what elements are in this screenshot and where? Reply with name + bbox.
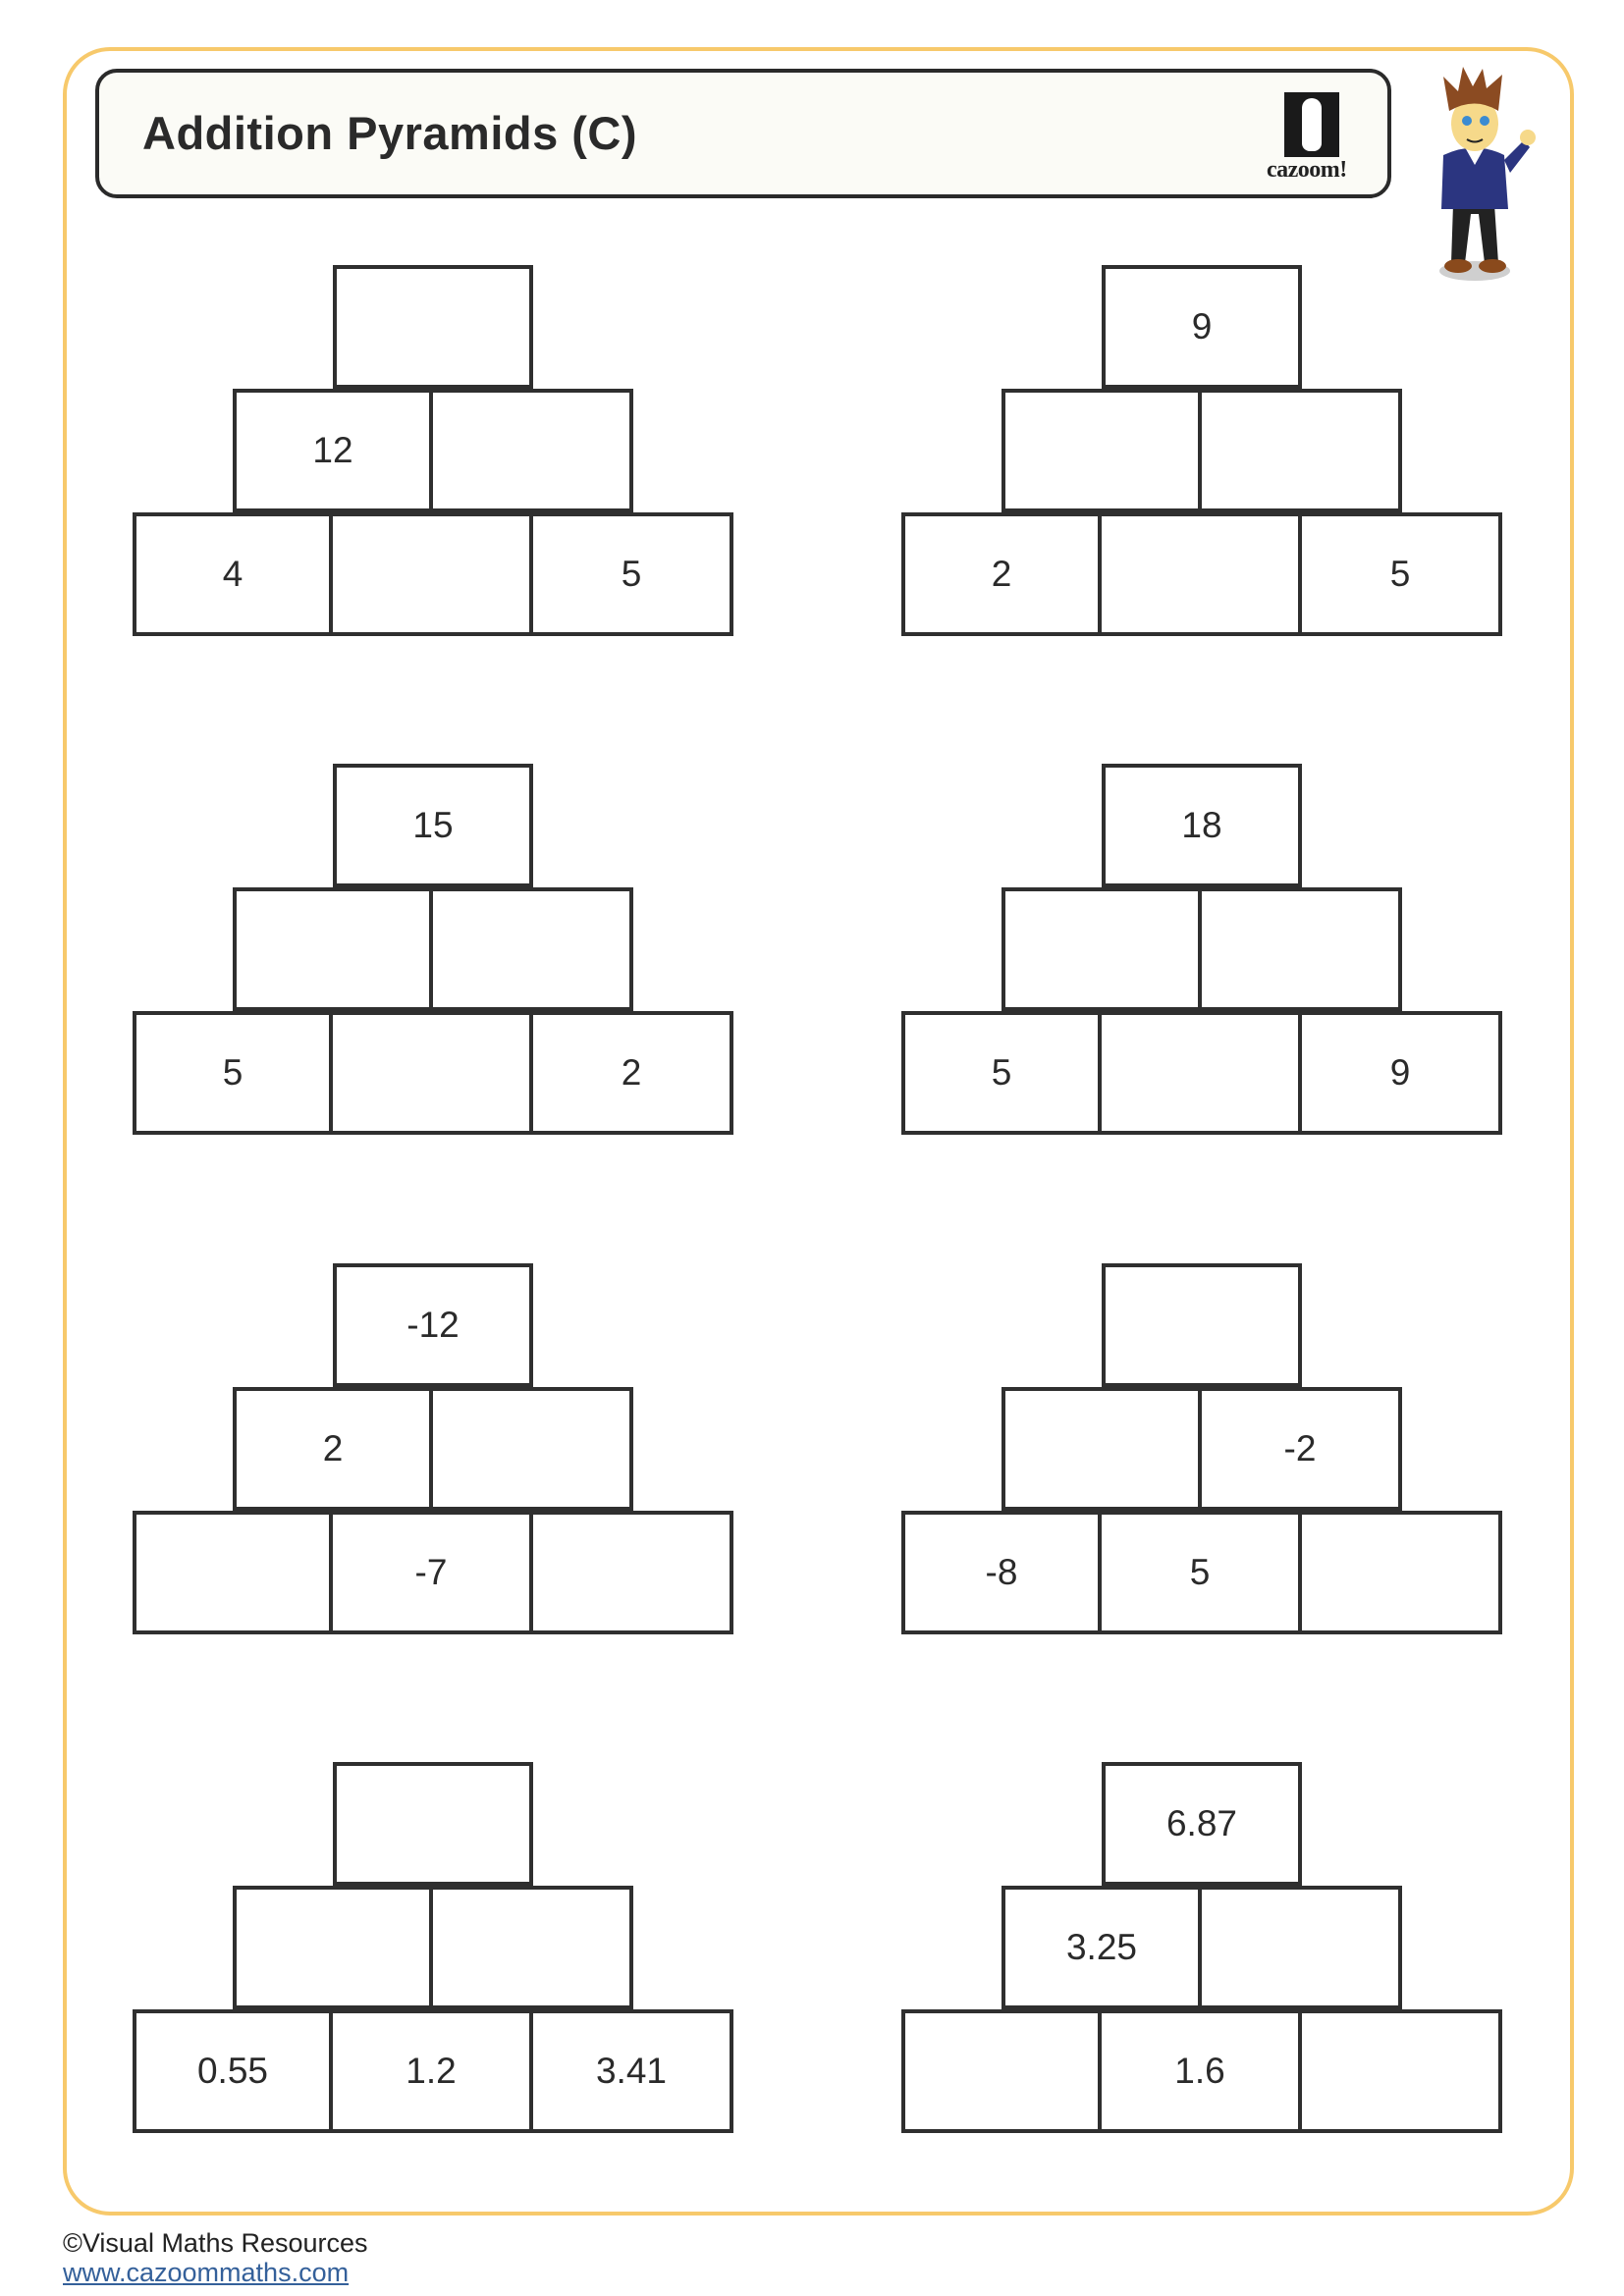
addition-pyramid-3 bbox=[133, 764, 733, 1135]
copyright-text: ©Visual Maths Resources bbox=[63, 2228, 368, 2258]
pyramid-cell-bottom[interactable]: 3.41 bbox=[533, 2009, 733, 2133]
pyramid-cell-top[interactable]: 9 bbox=[1102, 265, 1302, 389]
logo-mark-icon bbox=[1284, 92, 1339, 157]
pyramid-cell-middle[interactable]: -2 bbox=[1202, 1387, 1402, 1511]
pyramid-cell-middle[interactable] bbox=[233, 887, 433, 1011]
footer bbox=[63, 2228, 368, 2287]
pyramid-cell-bottom[interactable]: 9 bbox=[1302, 1011, 1502, 1135]
pyramid-cell-top[interactable]: 6.87 bbox=[1102, 1762, 1302, 1886]
pyramid-cell-bottom[interactable] bbox=[1102, 512, 1302, 636]
pyramid-cell-bottom[interactable]: 4 bbox=[133, 512, 333, 636]
pyramid-cell-top[interactable]: 18 bbox=[1102, 764, 1302, 887]
addition-pyramid-8 bbox=[901, 1762, 1502, 2133]
title-banner bbox=[95, 69, 1391, 198]
addition-pyramid-4 bbox=[901, 764, 1502, 1135]
pyramid-cell-bottom[interactable] bbox=[333, 1011, 533, 1135]
pyramid-cell-bottom[interactable] bbox=[1302, 2009, 1502, 2133]
pyramid-cell-middle[interactable]: 3.25 bbox=[1001, 1886, 1202, 2009]
pyramid-cell-middle[interactable] bbox=[1202, 887, 1402, 1011]
pyramid-cell-middle[interactable] bbox=[1001, 1387, 1202, 1511]
pyramid-cell-bottom[interactable]: -7 bbox=[333, 1511, 533, 1634]
addition-pyramid-2 bbox=[901, 265, 1502, 636]
addition-pyramid-6 bbox=[901, 1263, 1502, 1634]
pyramid-cell-bottom[interactable]: 0.55 bbox=[133, 2009, 333, 2133]
pyramid-cell-bottom[interactable] bbox=[1302, 1511, 1502, 1634]
pyramid-cell-top[interactable]: 15 bbox=[333, 764, 533, 887]
pyramid-cell-top[interactable] bbox=[333, 265, 533, 389]
pyramid-cell-bottom[interactable]: 5 bbox=[533, 512, 733, 636]
pyramid-cell-top[interactable]: -12 bbox=[333, 1263, 533, 1387]
pyramid-cell-bottom[interactable]: 1.2 bbox=[333, 2009, 533, 2133]
logo-text: cazoom! bbox=[1267, 157, 1347, 183]
pyramid-cell-bottom[interactable]: 1.6 bbox=[1102, 2009, 1302, 2133]
pyramid-cell-top[interactable] bbox=[1102, 1263, 1302, 1387]
pyramid-cell-bottom[interactable]: 2 bbox=[533, 1011, 733, 1135]
pyramid-cell-bottom[interactable]: 5 bbox=[1102, 1511, 1302, 1634]
pyramid-cell-bottom[interactable]: -8 bbox=[901, 1511, 1102, 1634]
pyramid-cell-middle[interactable] bbox=[433, 887, 633, 1011]
pyramid-cell-bottom[interactable]: 5 bbox=[901, 1011, 1102, 1135]
pyramid-cell-bottom[interactable]: 2 bbox=[901, 512, 1102, 636]
pyramid-cell-middle[interactable] bbox=[433, 1387, 633, 1511]
pyramid-cell-middle[interactable] bbox=[233, 1886, 433, 2009]
mascot-illustration-icon bbox=[1414, 67, 1537, 283]
pyramid-cell-middle[interactable]: 2 bbox=[233, 1387, 433, 1511]
website-link[interactable]: www.cazoommaths.com bbox=[63, 2258, 350, 2287]
pyramid-cell-top[interactable] bbox=[333, 1762, 533, 1886]
addition-pyramid-7 bbox=[133, 1762, 733, 2133]
pyramid-cell-bottom[interactable] bbox=[533, 1511, 733, 1634]
page-title: Addition Pyramids (C) bbox=[142, 107, 638, 159]
pyramid-cell-middle[interactable] bbox=[1001, 887, 1202, 1011]
pyramid-cell-middle[interactable] bbox=[433, 389, 633, 512]
cazoom-logo bbox=[1263, 90, 1361, 185]
pyramid-cell-middle[interactable] bbox=[433, 1886, 633, 2009]
pyramid-cell-bottom[interactable]: 5 bbox=[133, 1011, 333, 1135]
addition-pyramid-1 bbox=[133, 265, 733, 636]
pyramid-cell-middle[interactable] bbox=[1202, 1886, 1402, 2009]
pyramid-cell-bottom[interactable] bbox=[133, 1511, 333, 1634]
pyramid-cell-middle[interactable] bbox=[1001, 389, 1202, 512]
pyramid-cell-bottom[interactable]: 5 bbox=[1302, 512, 1502, 636]
pyramid-cell-middle[interactable]: 12 bbox=[233, 389, 433, 512]
addition-pyramid-5 bbox=[133, 1263, 733, 1634]
pyramid-cell-bottom[interactable] bbox=[333, 512, 533, 636]
pyramid-cell-bottom[interactable] bbox=[901, 2009, 1102, 2133]
pyramid-cell-bottom[interactable] bbox=[1102, 1011, 1302, 1135]
pyramid-cell-middle[interactable] bbox=[1202, 389, 1402, 512]
